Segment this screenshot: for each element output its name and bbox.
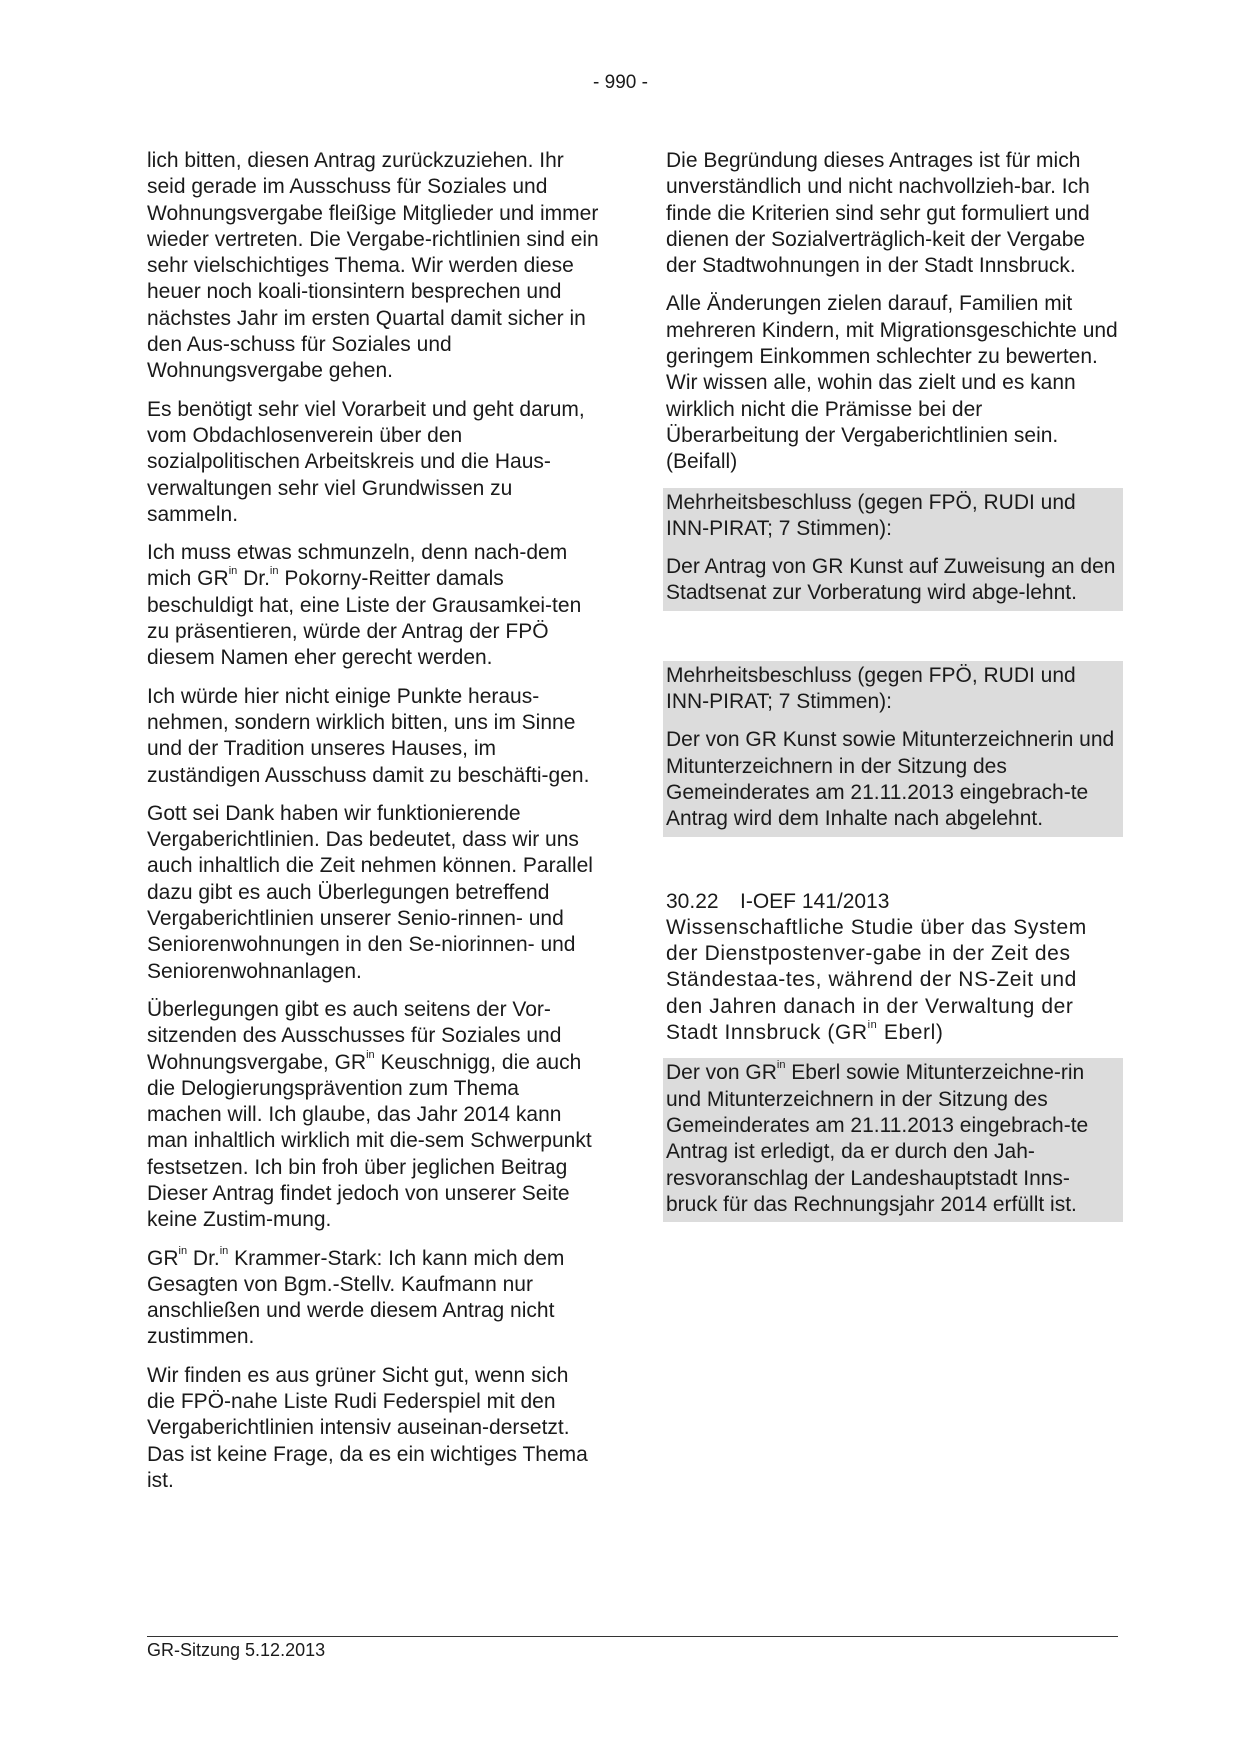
left-paragraph-8: Wir finden es aus grüner Sicht gut, wenn sich die FPÖ-nahe Liste Rudi Federspiel mit den Vergaberichtlinien intensiv auseinan-dersetzt. Das ist keine Frage, da es ein wichtiges Thema ist.: [147, 1363, 588, 1492]
left-paragraph-6: Überlegungen gibt es auch seitens der Vor-sitzenden des Ausschusses für Soziales und Wohnungsvergabe, $GR^{in}$ Keuschnigg, die auch die Delogierungsprävention zum Thema machen will. Ich glaube, das Jahr 2014 kann man inhaltlich wirklich mit die-sem Schwerpunkt festsetzen. Ich bin froh über jeglichen Beitrag Dieser Antrag findet jedoch von unserer Seite keine Zustim-mung.: [147, 997, 592, 1232]
left-paragraph-1: lich bitten, diesen Antrag zurückzuziehen. Ihr seid gerade im Ausschuss für Soziales und Wohnungsvergabe fleißige Mitglieder und immer wieder vertreten. Die Vergabe-richtlinien sind ein sehr vielschichtiges Thema. Wir werden diese heuer noch koali-tionsintern besprechen und nächstes Jahr im ersten Quartal damit sicher in den Aus-schuss für Soziales und Wohnungsvergabe gehen.: [147, 149, 599, 383]
decision-1-head: Mehrheitsbeschluss (gegen FPÖ, RUDI und INN-PIRAT; 7 Stimmen):: [666, 490, 1076, 540]
agenda-item-title: Wissenschaftliche Studie über das System der Dienstpostenver-gabe in der Zeit des Ständestaa-tes, während der NS-Zeit und den Jahren danach in der Verwaltung der Stadt Innsbruck ($GR^{in}$ Eberl): [666, 915, 1087, 1045]
decision-1-text: Der Antrag von GR Kunst auf Zuweisung an den Stadtsenat zur Vorberatung wird abge-lehnt.: [666, 555, 1116, 605]
footer-text: GR-Sitzung 5.12.2013: [147, 1640, 326, 1660]
decision-box-1: [663, 488, 1123, 611]
left-column: [147, 148, 599, 1506]
agenda-item-reference: I-OEF 141/2013: [740, 889, 890, 913]
agenda-item-number: 30.22: [666, 889, 719, 913]
page-number: - 990 -: [593, 72, 648, 93]
footer-divider: [147, 1636, 1118, 1637]
left-paragraph-5: Gott sei Dank haben wir funktionierende Vergaberichtlinien. Das bedeutet, dass wir uns auch inhaltlich die Zeit nehmen können. Parallel dazu gibt es auch Überlegungen betreffend Vergaberichtlinien unserer Senio-rinnen- und Seniorenwohnungen in den Se-niorinnen- und Seniorenwohnanlagen.: [147, 801, 593, 983]
right-paragraph-1: Die Begründung dieses Antrages ist für mich unverständlich und nicht nachvollzieh-bar. Ich finde die Kriterien sind sehr gut formuliert und dienen der Sozialverträglich-keit der Vergabe der Stadtwohnungen in der Stadt Innsbruck.: [666, 149, 1090, 278]
decision-box-3: [663, 1058, 1123, 1222]
decision-3-text: Der von $GR^{in}$ Eberl sowie Mitunterzeichne-rin und Mitunterzeichnern in der Sitzung des Gemeinderates am 21.11.2013 eingebrach-te Antrag ist erledigt, da er durch den Jah-resvoranschlag der Landeshauptstadt Inns-bruck für das Rechnungsjahr 2014 erfüllt ist.: [666, 1059, 1089, 1216]
decision-box-2: [663, 661, 1123, 837]
right-paragraph-2: Alle Änderungen zielen darauf, Familien mit mehreren Kindern, mit Migrationsgeschichte und geringem Einkommen schlechter zu bewerten. Wir wissen alle, wohin das zielt und es kann wirklich nicht die Prämisse bei der Überarbeitung der Vergaberichtlinien sein. (Beifall): [666, 292, 1118, 474]
left-paragraph-4: Ich würde hier nicht einige Punkte heraus-nehmen, sondern wirklich bitten, uns im Sinne und der Tradition unseres Hauses, im zuständigen Ausschuss damit zu beschäfti-gen.: [147, 684, 590, 787]
agenda-item-heading: [666, 889, 1118, 915]
decision-2-text: Der von GR Kunst sowie Mitunterzeichnerin und Mitunterzeichnern in der Sitzung des Gemeinderates am 21.11.2013 eingebrach-te Antrag wird dem Inhalte nach abgelehnt.: [666, 728, 1115, 831]
left-paragraph-3: Ich muss etwas schmunzeln, denn nach-dem mich $GR^{in}$ Dr.$^{in}$ Pokorny-Reitter damals beschuldigt hat, eine Liste der Grausamkei-ten zu präsentieren, würde der Antrag der FPÖ diesem Namen eher gerecht werden.: [147, 541, 582, 670]
left-paragraph-7: $GR^{in}$ Dr.$^{in}$ Krammer-Stark: Ich kann mich dem Gesagten von Bgm.-Stellv. Kaufmann nur anschließen und werde diesem Antrag nicht zustimmen.: [147, 1244, 565, 1349]
decision-2-head: Mehrheitsbeschluss (gegen FPÖ, RUDI und INN-PIRAT; 7 Stimmen):: [666, 663, 1076, 714]
left-paragraph-2: Es benötigt sehr viel Vorarbeit und geht darum, vom Obdachlosenverein über den sozialpolitischen Arbeitskreis und die Haus-verwaltungen sehr viel Grundwissen zu sammeln.: [147, 397, 585, 526]
right-column: [666, 148, 1118, 1222]
